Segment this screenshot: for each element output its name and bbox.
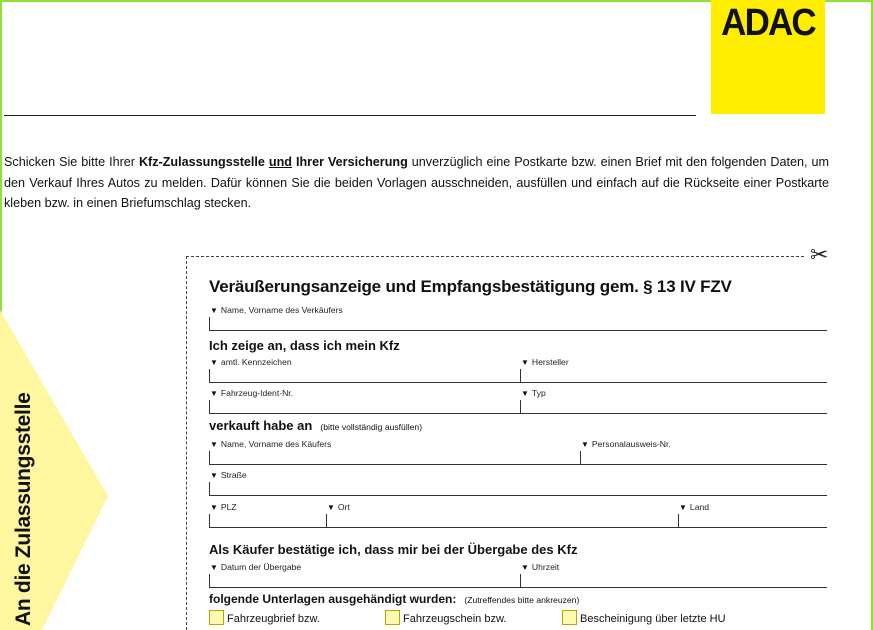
intro-text: Schicken Sie bitte Ihrer Kfz-Zulassungsstelle und Ihrer Versicherung unverzüglich eine Postkarte bzw. einen Brief mit den folgenden Daten, um den Verkauf Ihres Autos zu melden. Dafür können Sie die beiden Vorlagen ausschneiden, ausfüllen und einfach auf die Rückseite einer Postkarte kleben bzw. in einen Briefumschlag stecken. [4, 155, 829, 210]
city-field[interactable] [326, 514, 678, 528]
country-field[interactable] [678, 514, 827, 528]
checkbox-box[interactable] [209, 610, 224, 625]
plate-label: ▼ amtl. Kennzeichen [210, 357, 292, 367]
cut-line-left [186, 256, 187, 630]
scissors-icon: ✂ [810, 242, 829, 267]
seller-name-field[interactable] [209, 317, 827, 331]
maker-label: ▼ Hersteller [521, 357, 569, 367]
section-docs: folgende Unterlagen ausgehändigt wurden: (Zutreffendes bitte ankreuzen) [209, 592, 580, 606]
checkbox-registration-certificate[interactable]: Fahrzeugbrief bzw. [209, 610, 320, 625]
type-label: ▼ Typ [521, 388, 546, 398]
plate-field[interactable] [209, 369, 520, 383]
time-field[interactable] [520, 574, 827, 588]
checkbox-vehicle-document[interactable]: Fahrzeugschein bzw. [385, 610, 506, 625]
street-label: ▼ Straße [210, 470, 247, 480]
logo-text: ADAC [721, 2, 815, 44]
cut-line-top [186, 256, 804, 257]
zip-label: ▼ PLZ [210, 502, 237, 512]
zip-field[interactable] [209, 514, 326, 528]
time-label: ▼ Uhrzeit [521, 562, 559, 572]
checkbox-box[interactable] [562, 610, 577, 625]
type-field[interactable] [520, 400, 827, 414]
date-label: ▼ Datum der Übergabe [210, 562, 301, 572]
adac-logo [711, 0, 825, 114]
country-label: ▼ Land [679, 502, 709, 512]
side-tab-label: An die Zulassungsstelle [12, 392, 35, 626]
date-field[interactable] [209, 574, 520, 588]
vin-field[interactable] [209, 400, 520, 414]
section-sold: verkauft habe an (bitte vollständig ausfüllen) [209, 418, 423, 433]
form-title: Veräußerungsanzeige und Empfangsbestätigung gem. § 13 IV FZV [209, 277, 732, 296]
id-field[interactable] [580, 451, 827, 465]
section-confirm: Als Käufer bestätige ich, dass mir bei der Übergabe des Kfz [209, 542, 578, 557]
checkbox-inspection-certificate[interactable]: Bescheinigung über letzte HU [562, 610, 726, 625]
checkbox-box[interactable] [385, 610, 400, 625]
buyer-name-label: ▼ Name, Vorname des Käufers [210, 439, 331, 449]
city-label: ▼ Ort [327, 502, 350, 512]
street-field[interactable] [209, 482, 827, 496]
id-label: ▼ Personalausweis-Nr. [581, 439, 671, 449]
buyer-name-field[interactable] [209, 451, 580, 465]
section-vehicle: Ich zeige an, dass ich mein Kfz [209, 338, 400, 353]
top-rule [4, 115, 696, 116]
maker-field[interactable] [520, 369, 827, 383]
seller-name-label: ▼ Name, Vorname des Verkäufers [210, 305, 343, 315]
vin-label: ▼ Fahrzeug-Ident-Nr. [210, 388, 293, 398]
